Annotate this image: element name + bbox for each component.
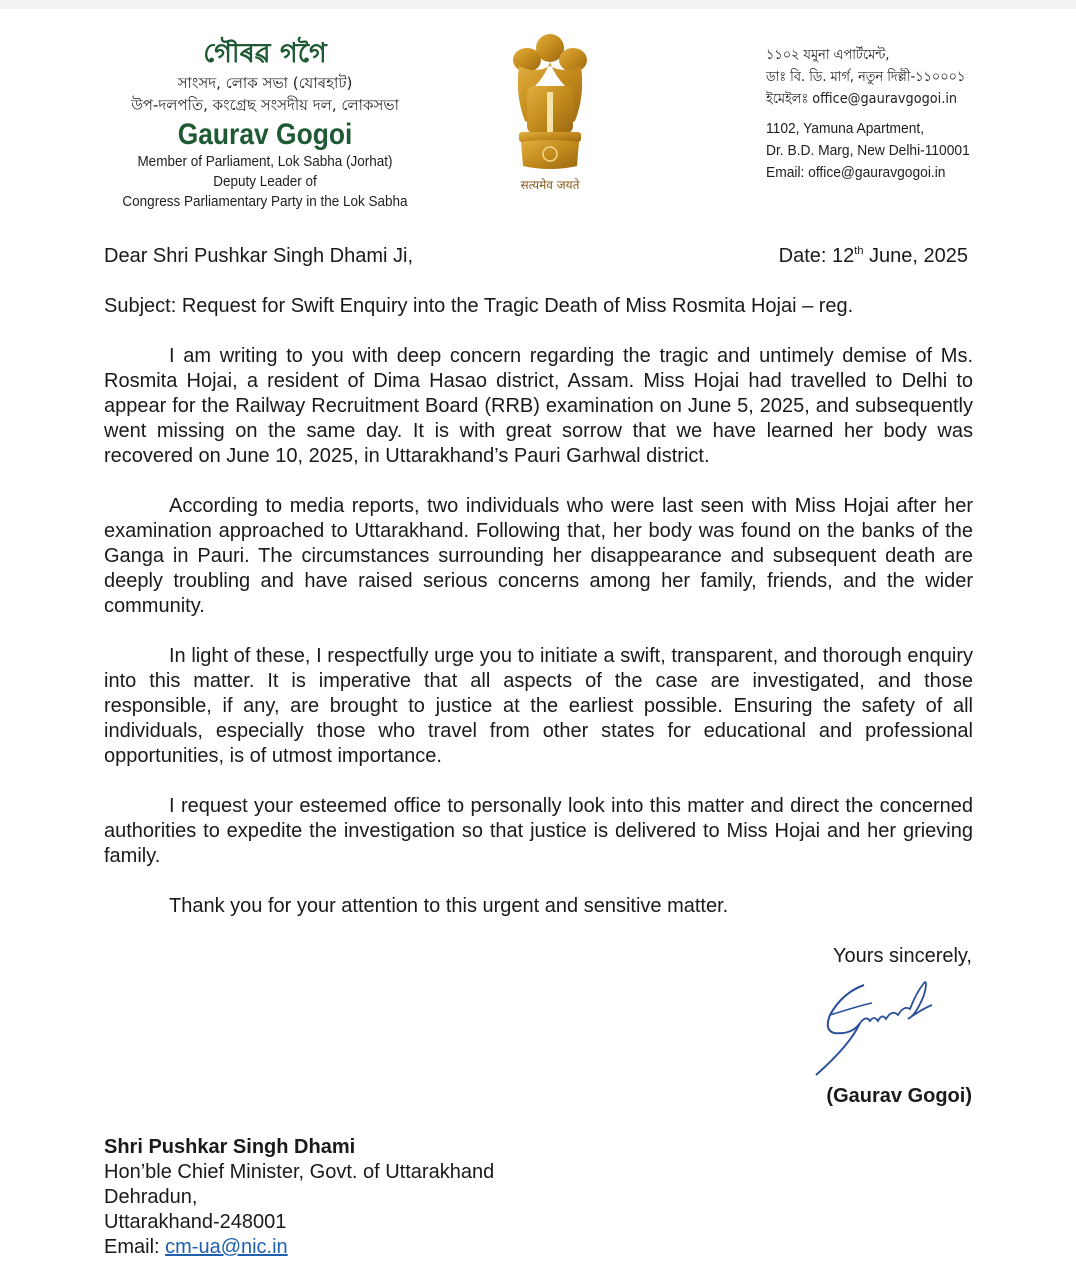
address-assamese-line1: ১১০২ যমুনা এপাৰ্টমেন্ট, — [766, 47, 890, 63]
address-english-line1: 1102, Yamuna Apartment, — [766, 120, 925, 137]
sender-name-assamese: গৌৰৱ গগৈ — [203, 38, 327, 69]
addressee-city: Dehradun, — [104, 1186, 198, 1208]
body-paragraph: I am writing to you with deep concern regarding the tragic and untimely demise of Ms. Rosmita Hojai, a resident of Dima Hasao district, Assam. Miss Hojai had travelled to Delhi to appear for the Railway Recruitment Board (RRB) examination on June 5, 2025, and subsequently went missing on the same day. It is with great sorrow that we have learned her body was recovered on June 10, 2025, in Uttarakhand’s Pauri Garhwal district. — [104, 345, 973, 467]
handwritten-signature-icon — [812, 975, 942, 1085]
top-bar — [0, 0, 1076, 9]
salutation: Dear Shri Pushkar Singh Dhami Ji, — [104, 245, 414, 267]
address-english-email: Email: office@gauravgogoi.in — [766, 164, 946, 181]
sender-title-english-2: Deputy Leader of — [213, 173, 317, 190]
sender-title-assamese-2: উপ-দলপতি, কংগ্ৰেছ সংসদীয় দল, লোকসভা — [131, 96, 399, 114]
date-rest: June, 2025 — [863, 245, 968, 267]
body-paragraph: I request your esteemed office to personally look into this matter and direct the concerned authorities to expedite the investigation so that justice is delivered to Miss Hojai and her grieving family. — [104, 795, 973, 867]
addressee-email-row — [104, 1235, 494, 1260]
addressee-block — [104, 1135, 494, 1260]
address-english-line2: Dr. B.D. Marg, New Delhi-110001 — [766, 142, 970, 159]
address-assamese-line2: ডাঃ বি. ডি. মাৰ্গ, নতুন দিল্লী-১১০০০১ — [766, 69, 966, 85]
body-paragraph: In light of these, I respectfully urge you to initiate a swift, transparent, and thorough enquiry into this matter. It is imperative that all aspects of the case are investigated, and those responsible, if any, are brought to justice at the earliest possible. Ensuring the safety of all individuals, especially those who travel from other states for educational and professional opportunities, is of utmost importance. — [104, 645, 973, 767]
email-link[interactable]: cm-ua@nic.in — [165, 1236, 288, 1258]
sender-title-assamese-1: সাংসদ, লোক সভা (যোৰহাট) — [177, 74, 353, 92]
addressee-name: Shri Pushkar Singh Dhami — [104, 1136, 356, 1158]
sender-name-english: Gaurav Gogoi — [177, 118, 353, 151]
email-label: Email: — [104, 1236, 166, 1258]
sender-title-english-1: Member of Parliament, Lok Sabha (Jorhat) — [137, 153, 393, 170]
body-paragraph: According to media reports, two individuals who were last seen with Miss Hojai after her examination approached to Uttarakhand. Following that, her body was found on the banks of the Ganga in Pauri. The circumstances surrounding her disappearance and subsequent death are deeply troubling and have raised serious concerns among her family, friends, and the wider community. — [104, 495, 973, 617]
body-paragraph: Thank you for your attention to this urgent and sensitive matter. — [169, 895, 729, 917]
addressee-designation: Hon’ble Chief Minister, Govt. of Uttarakhand — [104, 1161, 495, 1183]
addressee-state-pin: Uttarakhand-248001 — [104, 1211, 287, 1233]
subject-line: Subject: Request for Swift Enquiry into the Tragic Death of Miss Rosmita Hojai – reg. — [104, 295, 854, 317]
sender-title-english-3: Congress Parliamentary Party in the Lok Sabha — [122, 193, 408, 210]
letter-date — [779, 244, 968, 269]
address-assamese-email: ইমেইলঃ office@gauravgogoi.in — [766, 91, 958, 107]
signer-name: (Gaurav Gogoi) — [826, 1085, 972, 1107]
letterhead-sender-block — [100, 36, 430, 212]
letterhead-address-block — [766, 44, 1026, 184]
closing: Yours sincerely, — [833, 945, 972, 967]
national-emblem-icon — [505, 26, 595, 196]
emblem-motto: सत्यमेव जयते — [520, 178, 580, 192]
date-ordinal: th — [854, 245, 864, 257]
date-prefix: Date: 12 — [778, 245, 855, 267]
